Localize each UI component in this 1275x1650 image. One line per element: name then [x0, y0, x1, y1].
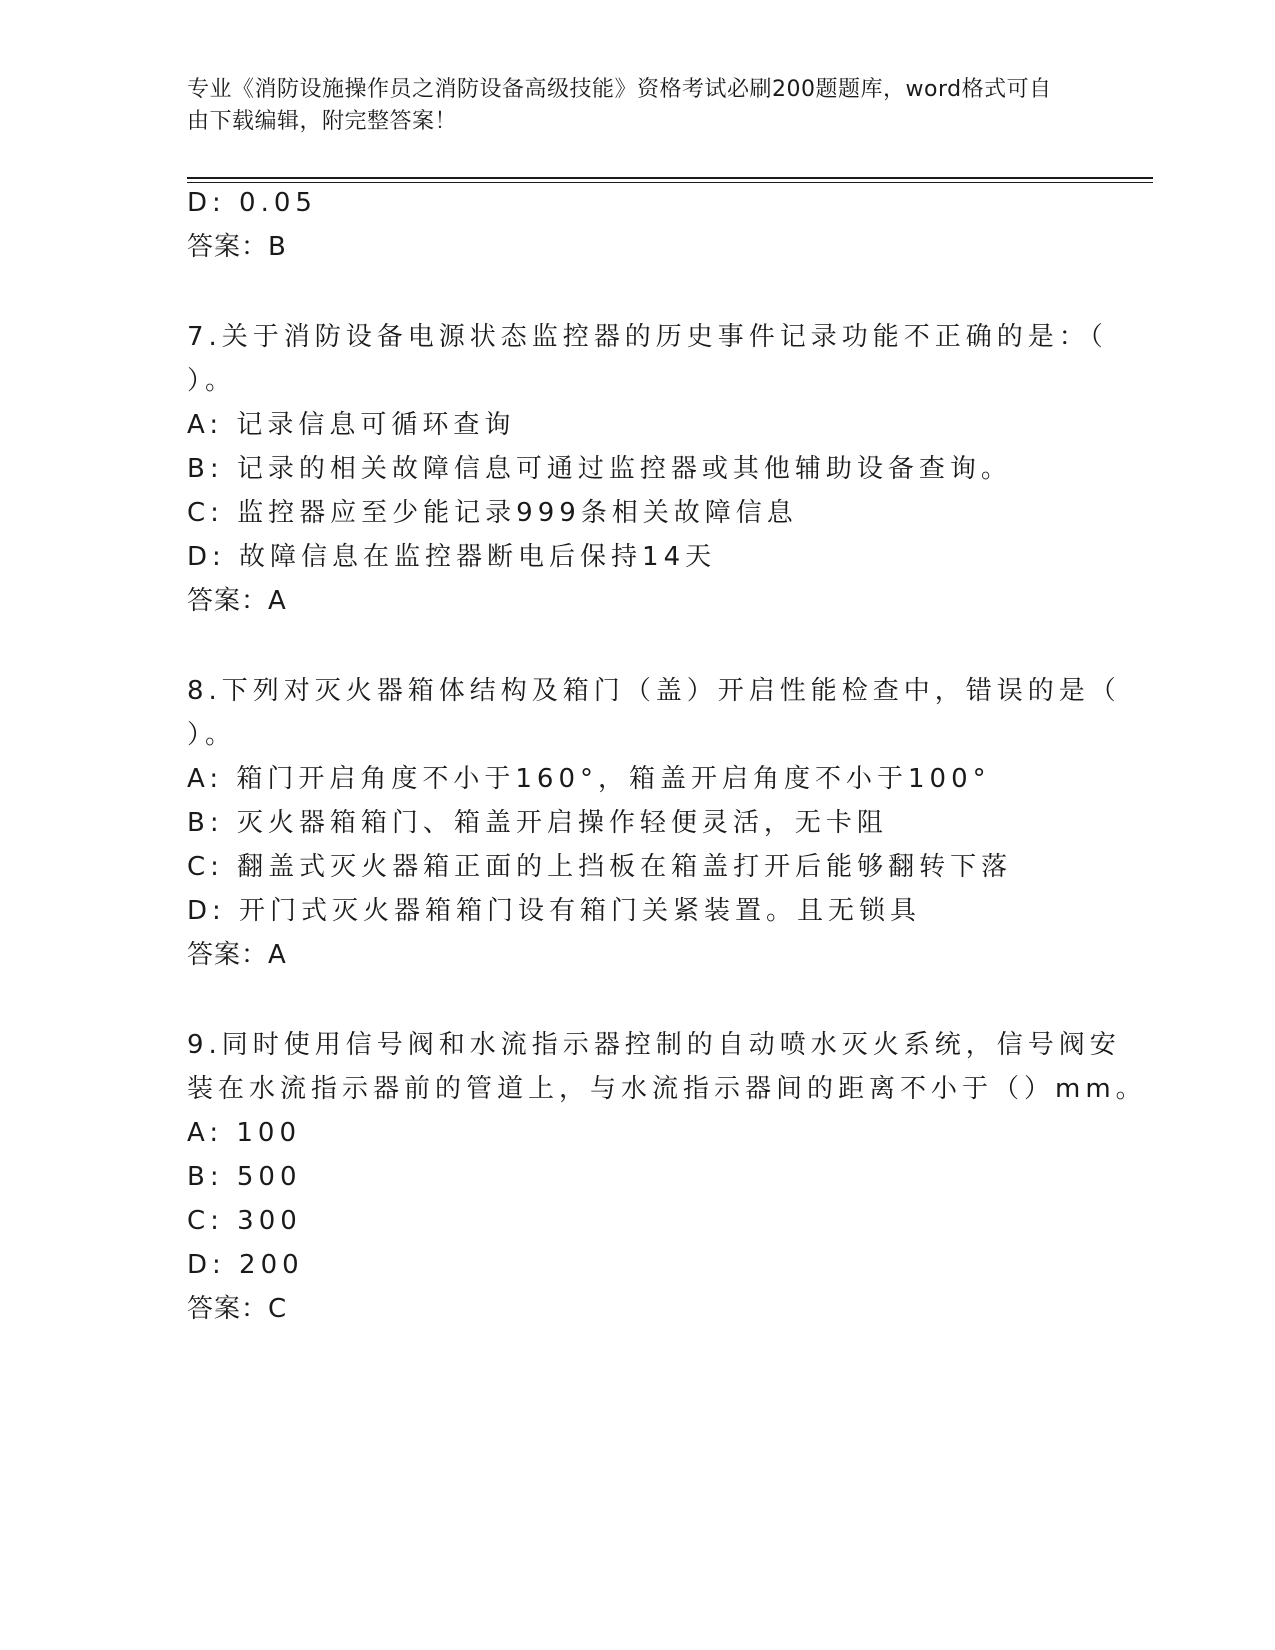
q7-option-a: A: 记录信息可循环查询 [187, 410, 516, 440]
q7-option-b: B: 记录的相关故障信息可通过监控器或其他辅助设备查询。 [187, 454, 1012, 484]
q9-answer: 答案：C [187, 1294, 288, 1324]
q9-option-b: B: 500 [187, 1162, 302, 1192]
header-rule-thin [187, 182, 1153, 183]
q8-option-a: A: 箱门开启角度不小于160°，箱盖开启角度不小于100° [187, 764, 991, 794]
q9-option-d: D: 200 [187, 1250, 304, 1280]
q7-option-d: D: 故障信息在监控器断电后保持14天 [187, 542, 717, 572]
q8-answer: 答案：A [187, 940, 287, 970]
q8-stem-line1: 8.下列对灭火器箱体结构及箱门（盖）开启性能检查中，错误的是（ [187, 676, 1121, 706]
page-header: 专业《消防设施操作员之消防设备高级技能》资格考试必刷200题题库，word格式可自由下载编辑，附完整答案！ [187, 77, 1052, 134]
q9-option-c: C: 300 [187, 1206, 302, 1236]
q8-option-b: B: 灭火器箱箱门、箱盖开启操作轻便灵活，无卡阻 [187, 808, 888, 838]
q9-option-a: A: 100 [187, 1118, 301, 1148]
prev-option-d: D: 0.05 [187, 188, 317, 218]
header-rule-thick [187, 177, 1153, 179]
q7-stem-line2: ）。 [187, 366, 237, 396]
q8-option-d: D: 开门式灭火器箱箱门设有箱门关紧装置。且无锁具 [187, 896, 922, 926]
q7-stem-line1: 7.关于消防设备电源状态监控器的历史事件记录功能不正确的是：（ [187, 322, 1108, 352]
q9-stem-line2: 装在水流指示器前的管道上，与水流指示器间的距离不小于（）mm。 [187, 1074, 1147, 1104]
q8-option-c: C: 翻盖式灭火器箱正面的上挡板在箱盖打开后能够翻转下落 [187, 852, 1013, 882]
q9-stem-line1: 9.同时使用信号阀和水流指示器控制的自动喷水灭火系统，信号阀安 [187, 1030, 1121, 1060]
q8-stem-line2: ）。 [187, 720, 237, 750]
q7-answer: 答案：A [187, 586, 287, 616]
q7-option-c: C: 监控器应至少能记录999条相关故障信息 [187, 498, 798, 528]
prev-answer: 答案：B [187, 232, 287, 262]
